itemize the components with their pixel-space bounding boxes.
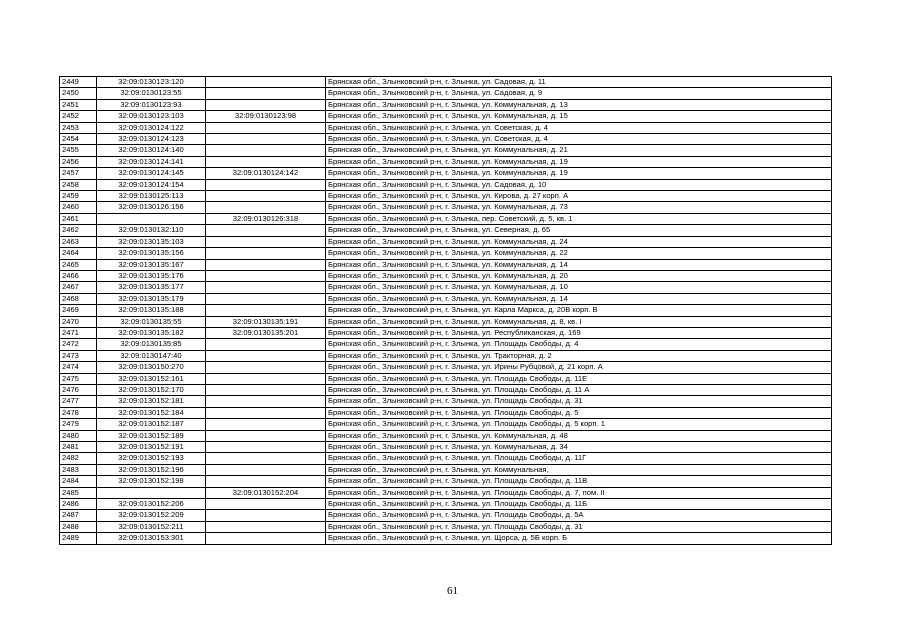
- table-row: [60, 248, 832, 259]
- row-number-cell: 2482: [60, 453, 97, 464]
- previous-cadastral-number-cell: [206, 373, 326, 384]
- table-row: [60, 396, 832, 407]
- row-number-cell: 2487: [60, 510, 97, 521]
- cadastral-number-cell: 32:09:0130135:55: [97, 316, 206, 327]
- previous-cadastral-number-cell: [206, 419, 326, 430]
- cadastral-number-cell: 32:09:0130152:198: [97, 476, 206, 487]
- cadastral-number-cell: [97, 487, 206, 498]
- row-number-cell: 2472: [60, 339, 97, 350]
- previous-cadastral-number-cell: [206, 88, 326, 99]
- row-number-cell: 2468: [60, 293, 97, 304]
- row-number-cell: 2466: [60, 270, 97, 281]
- table-row: [60, 168, 832, 179]
- previous-cadastral-number-cell: [206, 248, 326, 259]
- table-row: [60, 453, 832, 464]
- row-number-cell: 2464: [60, 248, 97, 259]
- previous-cadastral-number-cell: [206, 476, 326, 487]
- cadastral-number-cell: 32:09:0130124:141: [97, 156, 206, 167]
- address-cell: Брянская обл., Злынковский р-н, г. Злынка, ул. Советская, д. 4: [326, 134, 832, 145]
- previous-cadastral-number-cell: [206, 179, 326, 190]
- row-number-cell: 2489: [60, 533, 97, 544]
- address-cell: Брянская обл., Злынковский р-н, г. Злынка, ул. Коммунальная, д. 14: [326, 293, 832, 304]
- previous-cadastral-number-cell: [206, 77, 326, 88]
- row-number-cell: 2485: [60, 487, 97, 498]
- cadastral-number-cell: 32:09:0130123:93: [97, 99, 206, 110]
- previous-cadastral-number-cell: 32:09:0130152:204: [206, 487, 326, 498]
- table-row: [60, 213, 832, 224]
- address-cell: Брянская обл., Злынковский р-н, г. Злынка, ул. Площадь Свободы, д. 31: [326, 521, 832, 532]
- table-row: [60, 533, 832, 544]
- cadastral-number-cell: 32:09:0130153:301: [97, 533, 206, 544]
- previous-cadastral-number-cell: 32:09:0130124:142: [206, 168, 326, 179]
- row-number-cell: 2471: [60, 327, 97, 338]
- table-row: [60, 476, 832, 487]
- cadastral-number-cell: 32:09:0130135:177: [97, 282, 206, 293]
- row-number-cell: 2459: [60, 191, 97, 202]
- address-cell: Брянская обл., Злынковский р-н, г. Злынка, ул. Площадь Свободы, д. 11Б: [326, 499, 832, 510]
- row-number-cell: 2467: [60, 282, 97, 293]
- address-cell: Брянская обл., Злынковский р-н, г. Злынка, ул. Коммунальная,: [326, 464, 832, 475]
- address-cell: Брянская обл., Злынковский р-н, г. Злынка, ул. Садовая, д. 10: [326, 179, 832, 190]
- table-row: [60, 407, 832, 418]
- page-number: 61: [447, 585, 458, 597]
- property-registry-table: [59, 76, 832, 545]
- address-cell: Брянская обл., Злынковский р-н, г. Злынка, ул. Ирины Рубцовой, д. 21 корп. А: [326, 362, 832, 373]
- row-number-cell: 2484: [60, 476, 97, 487]
- address-cell: Брянская обл., Злынковский р-н, г. Злынка, ул. Площадь Свободы, д. 5 корп. 1: [326, 419, 832, 430]
- address-cell: Брянская обл., Злынковский р-н, г. Злынка, ул. Площадь Свободы, д. 5: [326, 407, 832, 418]
- cadastral-number-cell: 32:09:0130135:156: [97, 248, 206, 259]
- table-row: [60, 259, 832, 270]
- previous-cadastral-number-cell: [206, 350, 326, 361]
- table-body: [60, 77, 832, 545]
- row-number-cell: 2456: [60, 156, 97, 167]
- row-number-cell: 2478: [60, 407, 97, 418]
- address-cell: Брянская обл., Злынковский р-н, г. Злынка, ул. Коммунальная, д. 34: [326, 442, 832, 453]
- previous-cadastral-number-cell: [206, 430, 326, 441]
- address-cell: Брянская обл., Злынковский р-н, г. Злынка, ул. Садовая, д. 11: [326, 77, 832, 88]
- address-cell: Брянская обл., Злынковский р-н, г. Злынка, ул. Щорса, д. 5Б корп. Б: [326, 533, 832, 544]
- cadastral-number-cell: 32:09:0130135:103: [97, 236, 206, 247]
- table-row: [60, 487, 832, 498]
- cadastral-number-cell: 32:09:0130152:209: [97, 510, 206, 521]
- table-row: [60, 362, 832, 373]
- address-cell: Брянская обл., Злынковский р-н, г. Злынка, ул. Республиканская, д. 169: [326, 327, 832, 338]
- cadastral-number-cell: 32:09:0130152:211: [97, 521, 206, 532]
- table-row: [60, 419, 832, 430]
- cadastral-number-cell: 32:09:0130152:196: [97, 464, 206, 475]
- row-number-cell: 2476: [60, 384, 97, 395]
- address-cell: Брянская обл., Злынковский р-н, г. Злынка, ул. Коммунальная, д. 10: [326, 282, 832, 293]
- cadastral-number-cell: 32:09:0130152:206: [97, 499, 206, 510]
- row-number-cell: 2475: [60, 373, 97, 384]
- cadastral-number-cell: 32:09:0130152:170: [97, 384, 206, 395]
- cadastral-number-cell: 32:09:0130135:182: [97, 327, 206, 338]
- cadastral-number-cell: 32:09:0130135:85: [97, 339, 206, 350]
- cadastral-number-cell: 32:09:0130124:122: [97, 122, 206, 133]
- table-row: [60, 179, 832, 190]
- previous-cadastral-number-cell: [206, 453, 326, 464]
- previous-cadastral-number-cell: [206, 145, 326, 156]
- previous-cadastral-number-cell: [206, 236, 326, 247]
- table-row: [60, 202, 832, 213]
- address-cell: Брянская обл., Злынковский р-н, г. Злынка, ул. Кирова, д. 27 корп. А: [326, 191, 832, 202]
- table-row: [60, 350, 832, 361]
- cadastral-number-cell: 32:09:0130152:189: [97, 430, 206, 441]
- address-cell: Брянская обл., Злынковский р-н, г. Злынка, ул. Коммунальная, д. 8, кв. I: [326, 316, 832, 327]
- cadastral-number-cell: 32:09:0130126:156: [97, 202, 206, 213]
- address-cell: Брянская обл., Злынковский р-н, г. Злынка, ул. Площадь Свободы, д. 7, пом. II: [326, 487, 832, 498]
- table-row: [60, 384, 832, 395]
- table-row: [60, 145, 832, 156]
- table-row: [60, 442, 832, 453]
- address-cell: Брянская обл., Злынковский р-н, г. Злынка, ул. Северная, д. 65: [326, 225, 832, 236]
- row-number-cell: 2483: [60, 464, 97, 475]
- address-cell: Брянская обл., Злынковский р-н, г. Злынка, ул. Коммунальная, д. 15: [326, 111, 832, 122]
- cadastral-number-cell: 32:09:0130135:176: [97, 270, 206, 281]
- row-number-cell: 2481: [60, 442, 97, 453]
- table-row: [60, 270, 832, 281]
- row-number-cell: 2458: [60, 179, 97, 190]
- previous-cadastral-number-cell: 32:09:0130135:201: [206, 327, 326, 338]
- previous-cadastral-number-cell: [206, 339, 326, 350]
- cadastral-number-cell: 32:09:0130135:188: [97, 305, 206, 316]
- address-cell: Брянская обл., Злынковский р-н, г. Злынка, ул. Коммунальная, д. 24: [326, 236, 832, 247]
- row-number-cell: 2469: [60, 305, 97, 316]
- previous-cadastral-number-cell: [206, 510, 326, 521]
- previous-cadastral-number-cell: [206, 259, 326, 270]
- row-number-cell: 2454: [60, 134, 97, 145]
- cadastral-number-cell: [97, 213, 206, 224]
- row-number-cell: 2455: [60, 145, 97, 156]
- row-number-cell: 2486: [60, 499, 97, 510]
- table-row: [60, 191, 832, 202]
- previous-cadastral-number-cell: [206, 442, 326, 453]
- previous-cadastral-number-cell: 32:09:0130123:98: [206, 111, 326, 122]
- row-number-cell: 2452: [60, 111, 97, 122]
- table-row: [60, 225, 832, 236]
- table-row: [60, 77, 832, 88]
- previous-cadastral-number-cell: [206, 122, 326, 133]
- table-row: [60, 373, 832, 384]
- cadastral-number-cell: 32:09:0130135:179: [97, 293, 206, 304]
- cadastral-number-cell: 32:09:0130124:123: [97, 134, 206, 145]
- cadastral-number-cell: 32:09:0130125:113: [97, 191, 206, 202]
- address-cell: Брянская обл., Злынковский р-н, г. Злынка, ул. Площадь Свободы, д. 5А: [326, 510, 832, 521]
- table-row: [60, 316, 832, 327]
- table-row: [60, 122, 832, 133]
- address-cell: Брянская обл., Злынковский р-н, г. Злынка, ул. Коммунальная, д. 19: [326, 156, 832, 167]
- cadastral-number-cell: 32:09:0130152:161: [97, 373, 206, 384]
- row-number-cell: 2460: [60, 202, 97, 213]
- previous-cadastral-number-cell: [206, 499, 326, 510]
- address-cell: Брянская обл., Злынковский р-н, г. Злынка, ул. Коммунальная, д. 14: [326, 259, 832, 270]
- row-number-cell: 2474: [60, 362, 97, 373]
- table-row: [60, 305, 832, 316]
- row-number-cell: 2479: [60, 419, 97, 430]
- cadastral-number-cell: 32:09:0130123:55: [97, 88, 206, 99]
- cadastral-number-cell: 32:09:0130124:140: [97, 145, 206, 156]
- previous-cadastral-number-cell: [206, 464, 326, 475]
- table-row: [60, 510, 832, 521]
- previous-cadastral-number-cell: 32:09:0130135:191: [206, 316, 326, 327]
- cadastral-number-cell: 32:09:0130123:103: [97, 111, 206, 122]
- previous-cadastral-number-cell: [206, 134, 326, 145]
- address-cell: Брянская обл., Злынковский р-н, г. Злынка, ул. Советская, д. 4: [326, 122, 832, 133]
- address-cell: Брянская обл., Злынковский р-н, г. Злынка, ул. Коммунальная, д. 48: [326, 430, 832, 441]
- row-number-cell: 2480: [60, 430, 97, 441]
- table-row: [60, 327, 832, 338]
- address-cell: Брянская обл., Злынковский р-н, г. Злынка, ул. Площадь Свободы, д. 4: [326, 339, 832, 350]
- previous-cadastral-number-cell: 32:09:0130126:318: [206, 213, 326, 224]
- address-cell: Брянская обл., Злынковский р-н, г. Злынка, ул. Площадь Свободы, д. 11В: [326, 476, 832, 487]
- row-number-cell: 2470: [60, 316, 97, 327]
- cadastral-number-cell: 32:09:0130150:270: [97, 362, 206, 373]
- previous-cadastral-number-cell: [206, 282, 326, 293]
- cadastral-number-cell: 32:09:0130147:40: [97, 350, 206, 361]
- cadastral-number-cell: 32:09:0130123:120: [97, 77, 206, 88]
- address-cell: Брянская обл., Злынковский р-н, г. Злынка, ул. Коммунальная, д. 20: [326, 270, 832, 281]
- row-number-cell: 2451: [60, 99, 97, 110]
- row-number-cell: 2453: [60, 122, 97, 133]
- address-cell: Брянская обл., Злынковский р-н, г. Злынка, ул. Тракторная, д. 2: [326, 350, 832, 361]
- previous-cadastral-number-cell: [206, 521, 326, 532]
- table-row: [60, 430, 832, 441]
- table-row: [60, 293, 832, 304]
- table-row: [60, 236, 832, 247]
- previous-cadastral-number-cell: [206, 225, 326, 236]
- address-cell: Брянская обл., Злынковский р-н, г. Злынка, ул. Коммунальная, д. 73: [326, 202, 832, 213]
- previous-cadastral-number-cell: [206, 270, 326, 281]
- address-cell: Брянская обл., Злынковский р-н, г. Злынка, ул. Коммунальная, д. 19: [326, 168, 832, 179]
- cadastral-number-cell: 32:09:0130132:110: [97, 225, 206, 236]
- row-number-cell: 2461: [60, 213, 97, 224]
- table-row: [60, 99, 832, 110]
- address-cell: Брянская обл., Злынковский р-н, г. Злынка, ул. Коммунальная, д. 21: [326, 145, 832, 156]
- cadastral-number-cell: 32:09:0130152:191: [97, 442, 206, 453]
- row-number-cell: 2463: [60, 236, 97, 247]
- address-cell: Брянская обл., Злынковский р-н, г. Злынка, ул. Коммунальная, д. 22: [326, 248, 832, 259]
- address-cell: Брянская обл., Злынковский р-н, г. Злынка, ул. Площадь Свободы, д. 11 А: [326, 384, 832, 395]
- table-row: [60, 156, 832, 167]
- table-row: [60, 499, 832, 510]
- previous-cadastral-number-cell: [206, 396, 326, 407]
- cadastral-number-cell: 32:09:0130124:145: [97, 168, 206, 179]
- address-cell: Брянская обл., Злынковский р-н, г. Злынка, ул. Площадь Свободы, д. 11Е: [326, 373, 832, 384]
- row-number-cell: 2457: [60, 168, 97, 179]
- cadastral-number-cell: 32:09:0130152:184: [97, 407, 206, 418]
- row-number-cell: 2449: [60, 77, 97, 88]
- previous-cadastral-number-cell: [206, 362, 326, 373]
- previous-cadastral-number-cell: [206, 305, 326, 316]
- previous-cadastral-number-cell: [206, 156, 326, 167]
- cadastral-number-cell: 32:09:0130152:187: [97, 419, 206, 430]
- address-cell: Брянская обл., Злынковский р-н, г. Злынка, ул. Карла Маркса, д. 20В корп. В: [326, 305, 832, 316]
- cadastral-number-cell: 32:09:0130152:181: [97, 396, 206, 407]
- previous-cadastral-number-cell: [206, 202, 326, 213]
- previous-cadastral-number-cell: [206, 293, 326, 304]
- cadastral-number-cell: 32:09:0130124:154: [97, 179, 206, 190]
- cadastral-number-cell: 32:09:0130152:193: [97, 453, 206, 464]
- row-number-cell: 2488: [60, 521, 97, 532]
- previous-cadastral-number-cell: [206, 407, 326, 418]
- table-row: [60, 111, 832, 122]
- cadastral-number-cell: 32:09:0130135:167: [97, 259, 206, 270]
- row-number-cell: 2462: [60, 225, 97, 236]
- table-row: [60, 464, 832, 475]
- row-number-cell: 2465: [60, 259, 97, 270]
- address-cell: Брянская обл., Злынковский р-н, г. Злынка, ул. Садовая, д. 9: [326, 88, 832, 99]
- table-row: [60, 339, 832, 350]
- table-row: [60, 88, 832, 99]
- table-row: [60, 282, 832, 293]
- address-cell: Брянская обл., Злынковский р-н, г. Злынка, ул. Площадь Свободы, д. 31: [326, 396, 832, 407]
- row-number-cell: 2473: [60, 350, 97, 361]
- address-cell: Брянская обл., Злынковский р-н, г. Злынка, ул. Коммунальная, д. 13: [326, 99, 832, 110]
- address-cell: Брянская обл., Злынковский р-н, г. Злынка, ул. Площадь Свободы, д. 11Г: [326, 453, 832, 464]
- row-number-cell: 2450: [60, 88, 97, 99]
- address-cell: Брянская обл., Злынковский р-н, г. Злынка, пер. Советский, д. 5, кв. 1: [326, 213, 832, 224]
- table-row: [60, 134, 832, 145]
- previous-cadastral-number-cell: [206, 99, 326, 110]
- previous-cadastral-number-cell: [206, 191, 326, 202]
- previous-cadastral-number-cell: [206, 533, 326, 544]
- row-number-cell: 2477: [60, 396, 97, 407]
- table-row: [60, 521, 832, 532]
- previous-cadastral-number-cell: [206, 384, 326, 395]
